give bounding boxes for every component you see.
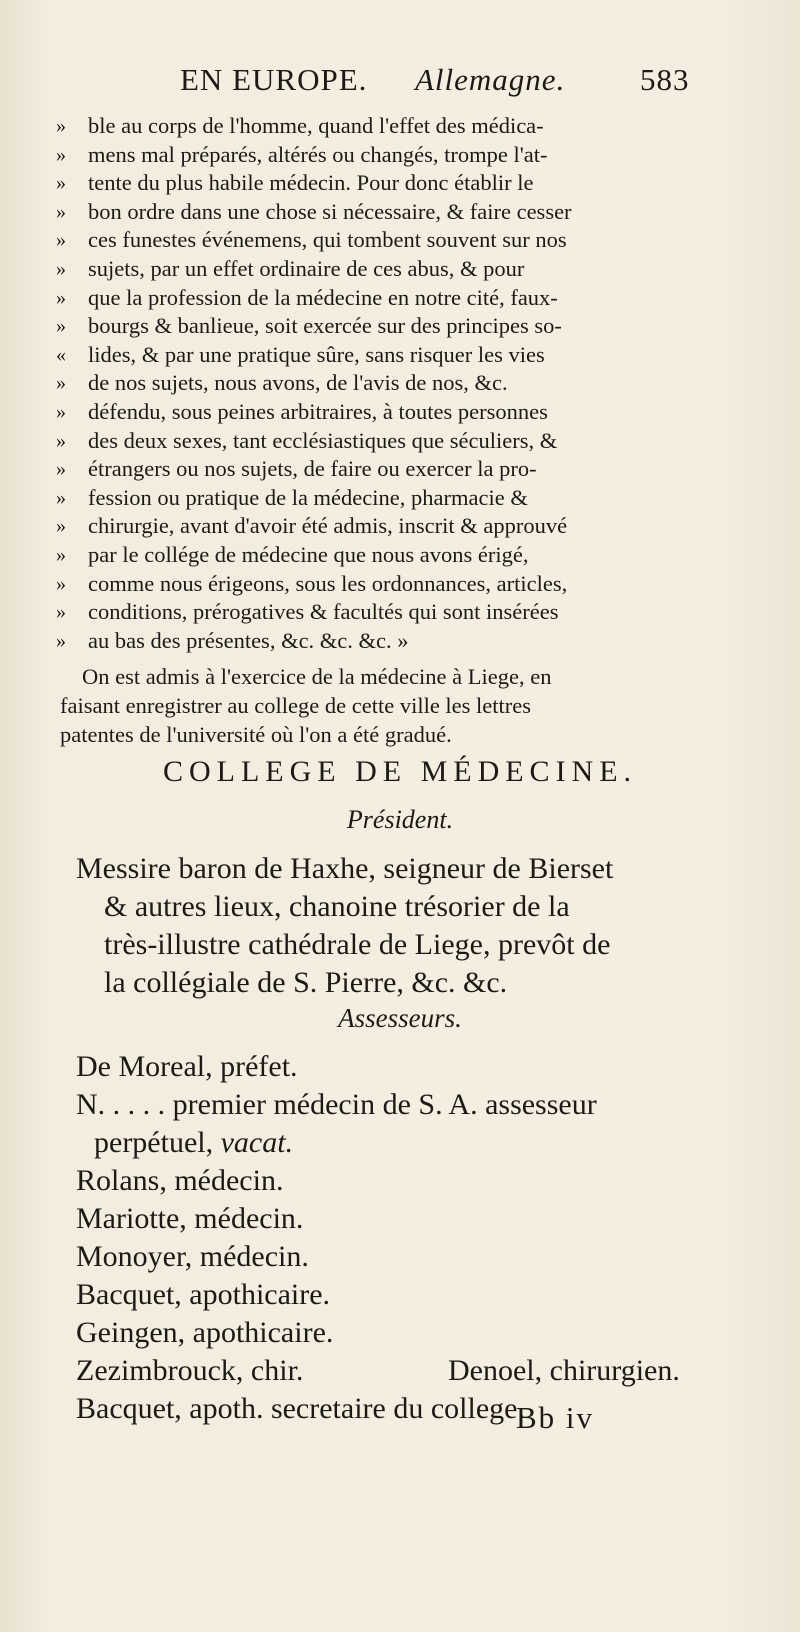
quote-text: tente du plus habile médecin. Pour donc établir le [88,170,534,196]
quote-line [56,541,746,570]
quote-mark: » [56,458,66,481]
president-line: & autres lieux, chanoine trésorier de la [104,890,570,923]
president-line: très-illustre cathédrale de Liege, prevôt de [104,928,611,961]
member-entry: Bacquet, apothicaire. [76,1278,331,1311]
quote-text: de nos sujets, nous avons, de l'avis de nos, &c. [88,370,508,396]
quote-line [56,112,746,141]
member-entry-continued [76,1124,776,1162]
quote-mark: » [56,429,66,452]
quote-line [56,484,746,513]
quote-text: chirurgie, avant d'avoir été admis, inscrit & approuvé [88,513,568,539]
member-text: perpétuel, [94,1126,221,1159]
quote-mark: « [56,343,66,366]
quote-line [56,284,746,313]
president-heading: Président. [346,805,454,834]
quote-line [56,570,746,599]
quote-line [56,141,746,170]
member-entry-right: Denoel, chirurgien. [448,1354,680,1387]
quote-text: au bas des présentes, &c. &c. &c. » [88,627,409,653]
quote-mark: » [56,400,66,423]
president-entry [76,850,756,1002]
member-entry: De Moreal, préfet. [76,1050,298,1083]
quote-mark: » [56,515,66,538]
quote-text: ble au corps de l'homme, quand l'effet des médica- [88,113,544,138]
quote-mark: » [56,286,66,309]
quote-line [56,226,746,255]
quote-line [56,255,746,284]
running-title: EN EUROPE. [180,62,368,97]
quote-text: sujets, par un effet ordinaire de ces abus, & pour [88,255,525,281]
quoted-ordinance [56,112,746,655]
vacat-note: vacat. [220,1126,294,1159]
quote-text: ces funestes événemens, qui tombent souvent sur nos [88,227,567,253]
president-line: Messire baron de Haxhe, seigneur de Bierset [76,852,614,885]
quote-line [56,169,746,198]
quote-text: par le collége de médecine que nous avons érigé, [88,541,529,567]
quote-line [56,369,746,398]
quote-line [56,512,746,541]
member-entry: Rolans, médecin. [76,1164,284,1197]
quote-text: lides, & par une pratique sûre, sans risquer les vies [88,341,545,367]
quote-line [56,312,746,341]
quote-mark: » [56,372,66,395]
quote-text: fession ou pratique de la médecine, pharmacie & [88,484,528,510]
quote-mark: » [56,315,66,338]
quote-mark: » [56,486,66,509]
assesseurs-heading: Assesseurs. [338,1003,462,1033]
paragraph-line: On est admis à l'exercice de la médecine à Liege, en [82,664,552,689]
quote-text: que la profession de la médecine en notre cité, faux- [88,284,558,310]
quote-line [56,455,746,484]
quote-mark: » [56,257,66,280]
member-entry-pair [76,1352,776,1390]
quote-line [56,198,746,227]
quote-mark: » [56,601,66,624]
quote-mark: » [56,115,66,137]
signature-mark: Bb iv [516,1400,595,1435]
page-number: 583 [640,62,690,97]
members-list [76,1048,776,1428]
quote-mark: » [56,143,66,166]
paragraph-line: faisant enregistrer au college de cette ville les lettres [60,693,532,718]
paragraph-line: patentes de l'université où l'on a été gradué. [60,722,452,747]
quote-line [56,341,746,370]
admission-paragraph [60,662,740,749]
member-entry: Zezimbrouck, chir. [76,1354,304,1387]
quote-line [56,427,746,456]
running-header [180,62,740,112]
quote-text: défendu, sous peines arbitraires, à toutes personnes [88,398,548,424]
president-line: la collégiale de S. Pierre, &c. &c. [104,966,508,999]
quote-mark: » [56,543,66,566]
quote-mark: » [56,200,66,223]
quote-text: mens mal préparés, altérés ou changés, trompe l'at- [88,141,548,167]
quote-text: conditions, prérogatives & facultés qui sont insérées [88,599,559,625]
member-entry: Mariotte, médecin. [76,1202,304,1235]
quote-text: bourgs & banlieue, soit exercée sur des principes so- [88,313,562,339]
quote-text: étrangers ou nos sujets, de faire ou exercer la pro- [88,456,537,482]
member-entry: Geingen, apothicaire. [76,1316,334,1349]
quote-mark: » [56,172,66,195]
quote-mark: » [56,629,66,652]
member-entry: N. . . . . premier médecin de S. A. assesseur [76,1088,597,1121]
quote-mark: » [56,572,66,595]
quote-text: bon ordre dans une chose si nécessaire, & faire cesser [88,198,572,224]
quote-line [56,598,746,627]
quote-text: comme nous érigeons, sous les ordonnances, articles, [88,570,568,596]
section-title: COLLEGE DE MÉDECINE. [162,755,638,788]
location-heading: Allemagne. [415,62,566,97]
member-entry: Bacquet, apoth. secretaire du college. [76,1392,525,1425]
quote-mark: » [56,229,66,252]
quote-line [56,627,746,656]
member-entry: Monoyer, médecin. [76,1240,309,1273]
quote-text: des deux sexes, tant ecclésiastiques que séculiers, & [88,427,558,453]
quote-line [56,398,746,427]
